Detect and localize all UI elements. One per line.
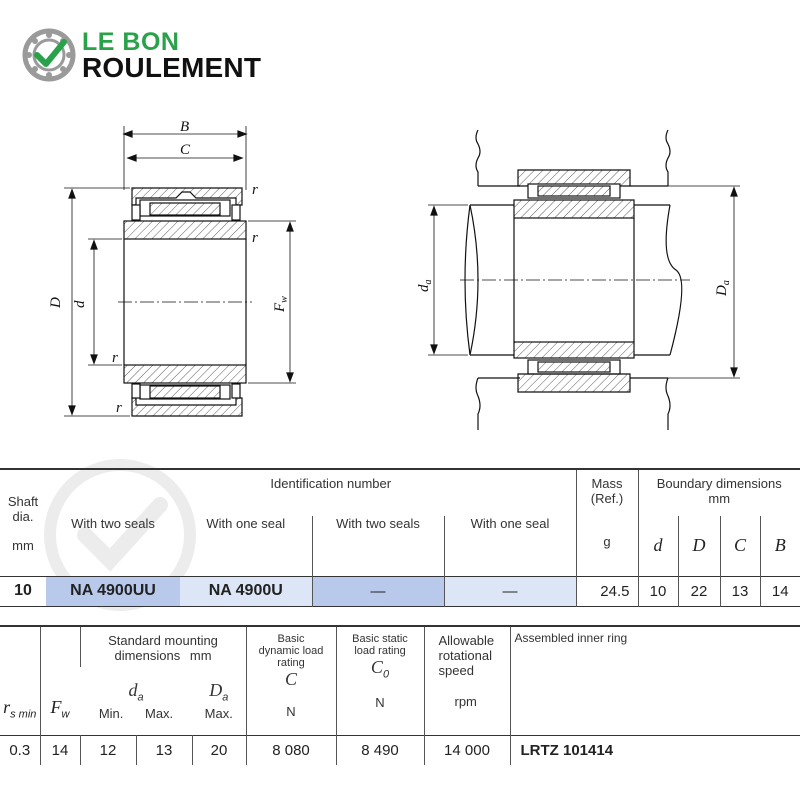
bearing-drawing [0, 100, 800, 440]
cell-Da-max: 20 [192, 735, 246, 765]
label-Fw: $F_w$ [272, 296, 290, 312]
right-drawing-labels [416, 280, 732, 298]
cell-one-seal: NA 4900U [180, 576, 312, 606]
right-mounting-view [428, 130, 740, 430]
std-mount-header: Standard mounting dimensions mm [80, 626, 246, 667]
cell-stat: 8 490 [336, 735, 424, 765]
cell-rs: 0.3 [9, 741, 31, 759]
label-da: $d_a$ [416, 279, 434, 292]
logo-line-1: LE BON [82, 28, 180, 56]
identification-table [0, 468, 800, 607]
logo-line-2: ROULEMENT [82, 52, 262, 83]
col-two-seals-b: With two seals [312, 516, 444, 576]
table-row [0, 735, 800, 765]
boundary-header: Boundary dimensions mm [638, 469, 800, 516]
identification-header: Identification number [270, 476, 392, 491]
dyn-header: Basic dynamic load rating C N [246, 626, 336, 735]
cell-d: 10 [638, 576, 678, 606]
inner-ring-header: Assembled inner ring [510, 626, 800, 735]
col-one-seal-b: With one seal [444, 516, 576, 576]
left-section-view [64, 126, 296, 416]
cell-da-max: 13 [136, 735, 192, 765]
cell-two-seals: NA 4900UU [46, 576, 180, 606]
col-B: B [760, 516, 800, 576]
brand-logo [22, 26, 302, 86]
label-B: B [180, 119, 190, 135]
cell-B: 14 [760, 576, 800, 606]
Da-header: $D_a$ Max. [204, 679, 233, 721]
cell-dyn: 8 080 [246, 735, 336, 765]
cell-shaft: 10 [14, 582, 32, 599]
table-row [0, 576, 800, 606]
mounting-table [0, 625, 800, 765]
cell-fw: 14 [40, 735, 80, 765]
cell-D: 22 [678, 576, 720, 606]
col-two-seals: With two seals [71, 516, 155, 531]
cell-one-seal-b: — [444, 576, 576, 606]
shaft-dia-header: Shaft dia. mm [7, 494, 39, 553]
label-r-3: r [112, 350, 118, 366]
col-d: d [638, 516, 678, 576]
col-one-seal: With one seal [206, 516, 286, 531]
cell-da-min: 12 [80, 735, 136, 765]
cell-C: 13 [720, 576, 760, 606]
cell-speed: 14 000 [424, 735, 510, 765]
label-Da: $D_a$ [714, 280, 732, 296]
fw-header: $F_w$ [40, 626, 80, 735]
rs-header: $r_{s min}$ [3, 696, 37, 721]
col-D: D [678, 516, 720, 576]
cell-inner-ring: LRTZ 101414 [510, 735, 800, 765]
label-r-4: r [116, 400, 122, 416]
mass-header: Mass (Ref.) g [576, 469, 638, 576]
label-d: d [72, 300, 88, 308]
bearing-logo-icon [22, 28, 76, 82]
cell-two-seals-b: — [312, 576, 444, 606]
label-C: C [180, 142, 191, 158]
speed-header: Allowable rotational speed rpm [424, 626, 510, 735]
label-r-2: r [252, 230, 258, 246]
da-header: $d_a$ Min. Max. [98, 679, 174, 721]
col-C: C [720, 516, 760, 576]
label-D: D [48, 297, 64, 308]
stat-header: Basic static load rating $C_0$ N [336, 626, 424, 735]
cell-mass: 24.5 [576, 576, 638, 606]
label-r-1: r [252, 182, 258, 198]
